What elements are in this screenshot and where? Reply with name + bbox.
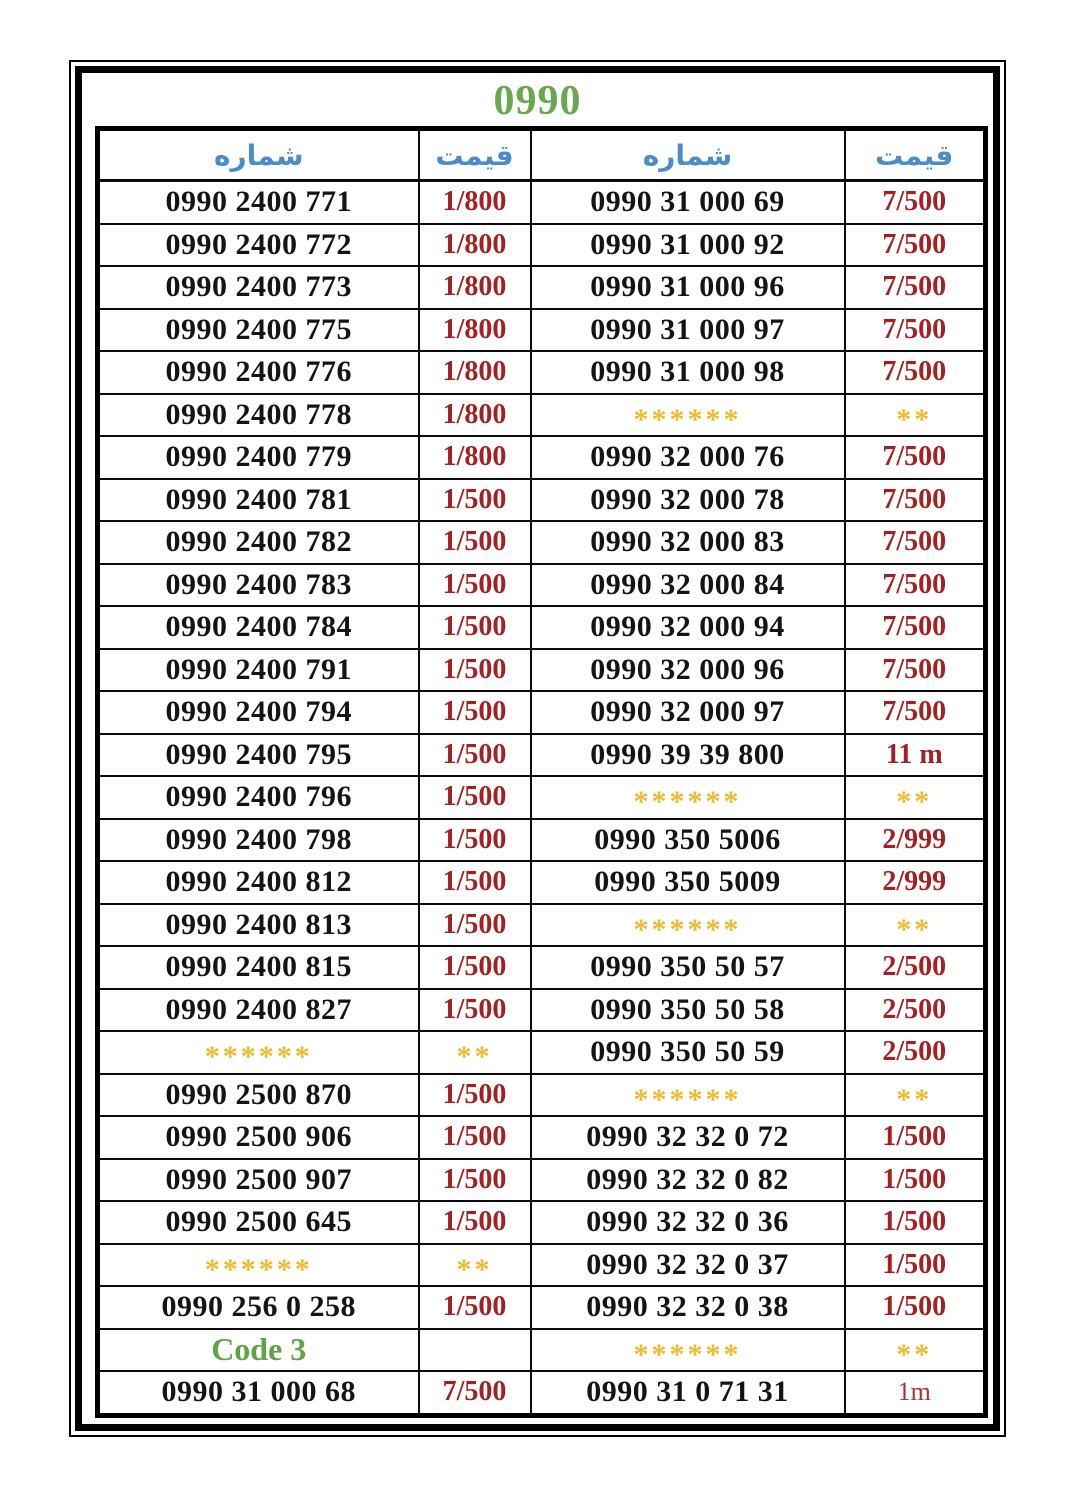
star-mask-glyphs: ** — [896, 402, 933, 436]
phone-number-cell: 0990 2400 796 — [98, 776, 419, 819]
price-cell: 2/500 — [845, 946, 986, 989]
table-row — [98, 1074, 986, 1117]
phone-number-cell: 0990 32 000 96 — [531, 649, 845, 692]
table-row — [98, 1201, 986, 1244]
masked-cell — [98, 1031, 419, 1074]
star-mask-glyphs: ****** — [204, 1252, 313, 1286]
table-row — [98, 1159, 986, 1202]
masked-cell — [531, 776, 845, 819]
price-cell: 7/500 — [845, 479, 986, 522]
price-cell: 1/800 — [419, 181, 531, 224]
phone-number-cell: 0990 2400 812 — [98, 861, 419, 904]
price-cell: 7/500 — [845, 691, 986, 734]
phone-number-cell: 0990 31 000 69 — [531, 181, 845, 224]
table-row — [98, 649, 986, 692]
header-number-left: شماره — [98, 129, 419, 181]
star-mask-glyphs: ****** — [633, 1082, 742, 1116]
price-cell: 1/500 — [845, 1286, 986, 1329]
price-cell: 2/500 — [845, 989, 986, 1032]
table-row — [98, 1116, 986, 1159]
document-inner-frame — [75, 66, 1000, 1431]
star-mask-glyphs: ** — [456, 1252, 493, 1286]
price-cell: 7/500 — [845, 649, 986, 692]
price-cell: 7/500 — [845, 436, 986, 479]
table-row — [98, 266, 986, 309]
price-cell: 1/500 — [419, 861, 531, 904]
price-cell: 1/500 — [419, 819, 531, 862]
table-row — [98, 1329, 986, 1372]
price-cell: 1/500 — [419, 521, 531, 564]
price-table-wrapper — [95, 126, 988, 1418]
phone-number-cell: 0990 350 50 59 — [531, 1031, 845, 1074]
empty-cell — [419, 1329, 531, 1372]
price-cell: 1/500 — [419, 691, 531, 734]
masked-cell — [845, 394, 986, 437]
table-row — [98, 181, 986, 224]
price-cell: 1/500 — [419, 1201, 531, 1244]
price-table — [95, 126, 988, 1418]
table-row — [98, 564, 986, 607]
table-row — [98, 394, 986, 437]
phone-number-cell: 0990 2400 778 — [98, 394, 419, 437]
header-price-right: قیمت — [845, 129, 986, 181]
phone-number-cell: 0990 2500 645 — [98, 1201, 419, 1244]
table-row — [98, 309, 986, 352]
masked-cell — [419, 1244, 531, 1287]
table-row — [98, 1286, 986, 1329]
phone-number-cell: 0990 2400 773 — [98, 266, 419, 309]
phone-number-cell: 0990 2400 783 — [98, 564, 419, 607]
masked-cell — [419, 1031, 531, 1074]
price-cell: 2/999 — [845, 861, 986, 904]
star-mask-glyphs: ** — [896, 1082, 933, 1116]
table-row — [98, 351, 986, 394]
table-row — [98, 819, 986, 862]
phone-number-cell: 0990 32 32 0 82 — [531, 1159, 845, 1202]
phone-number-cell: 0990 2400 781 — [98, 479, 419, 522]
price-cell: 1/500 — [419, 1286, 531, 1329]
price-cell: 1/500 — [419, 649, 531, 692]
price-cell: 7/500 — [845, 564, 986, 607]
masked-cell — [98, 1244, 419, 1287]
price-cell: 1/500 — [845, 1201, 986, 1244]
header-number-right: شماره — [531, 129, 845, 181]
phone-number-cell: 0990 350 50 58 — [531, 989, 845, 1032]
price-cell: 7/500 — [845, 181, 986, 224]
phone-number-cell: 0990 2400 771 — [98, 181, 419, 224]
masked-cell — [845, 776, 986, 819]
price-cell: 7/500 — [845, 224, 986, 267]
phone-number-cell: 0990 2400 827 — [98, 989, 419, 1032]
phone-number-cell: 0990 32 000 76 — [531, 436, 845, 479]
phone-number-cell: 0990 32 32 0 37 — [531, 1244, 845, 1287]
star-mask-glyphs: ** — [896, 912, 933, 946]
price-cell: 1/500 — [419, 1116, 531, 1159]
price-cell: 7/500 — [845, 266, 986, 309]
masked-cell — [531, 904, 845, 947]
phone-number-cell: 0990 32 32 0 36 — [531, 1201, 845, 1244]
table-row — [98, 479, 986, 522]
price-cell: 1/500 — [419, 479, 531, 522]
price-cell: 1/500 — [845, 1159, 986, 1202]
price-cell: 1/800 — [419, 266, 531, 309]
table-row — [98, 606, 986, 649]
table-row — [98, 1244, 986, 1287]
star-mask-glyphs: ** — [896, 785, 933, 819]
phone-number-cell: 0990 2400 798 — [98, 819, 419, 862]
phone-number-cell: 0990 31 000 68 — [98, 1371, 419, 1415]
phone-number-cell: 0990 31 000 92 — [531, 224, 845, 267]
table-row — [98, 436, 986, 479]
phone-number-cell: 0990 32 000 97 — [531, 691, 845, 734]
table-row — [98, 224, 986, 267]
price-cell: 1/800 — [419, 436, 531, 479]
price-cell: 1/500 — [419, 776, 531, 819]
phone-number-cell: 0990 32 000 94 — [531, 606, 845, 649]
section-label-cell: Code 3 — [98, 1329, 419, 1372]
phone-number-cell: 0990 32 32 0 38 — [531, 1286, 845, 1329]
table-row — [98, 904, 986, 947]
table-row — [98, 734, 986, 777]
header-price-left: قیمت — [419, 129, 531, 181]
phone-number-cell: 0990 350 5009 — [531, 861, 845, 904]
phone-number-cell: 0990 31 0 71 31 — [531, 1371, 845, 1415]
star-mask-glyphs: ****** — [633, 402, 742, 436]
header-row — [98, 129, 986, 181]
phone-number-cell: 0990 31 000 97 — [531, 309, 845, 352]
star-mask-glyphs: ****** — [204, 1040, 313, 1074]
price-cell: 1/500 — [419, 989, 531, 1032]
price-cell: 7/500 — [845, 521, 986, 564]
price-cell: 2/999 — [845, 819, 986, 862]
phone-number-cell: 0990 2400 775 — [98, 309, 419, 352]
phone-number-cell: 0990 256 0 258 — [98, 1286, 419, 1329]
table-body — [98, 181, 986, 1416]
phone-number-cell: 0990 2500 907 — [98, 1159, 419, 1202]
phone-number-cell: 0990 2400 795 — [98, 734, 419, 777]
star-mask-glyphs: ** — [456, 1040, 493, 1074]
price-cell: 1/800 — [419, 394, 531, 437]
phone-number-cell: 0990 2400 794 — [98, 691, 419, 734]
star-mask-glyphs: ****** — [633, 912, 742, 946]
phone-number-cell: 0990 31 000 98 — [531, 351, 845, 394]
page-title: 0990 — [493, 78, 582, 124]
price-cell: 1/800 — [419, 224, 531, 267]
star-mask-glyphs: ****** — [633, 785, 742, 819]
phone-number-cell: 0990 2500 906 — [98, 1116, 419, 1159]
price-cell: 1/500 — [419, 1159, 531, 1202]
price-cell: 1/800 — [419, 309, 531, 352]
table-row — [98, 1371, 986, 1415]
masked-cell — [845, 904, 986, 947]
phone-number-cell: 0990 2400 779 — [98, 436, 419, 479]
star-mask-glyphs: ****** — [633, 1337, 742, 1371]
price-cell: 1/500 — [845, 1116, 986, 1159]
table-row — [98, 861, 986, 904]
masked-cell — [845, 1074, 986, 1117]
price-cell: 1/500 — [419, 564, 531, 607]
price-cell: 7/500 — [845, 606, 986, 649]
price-cell: 2/500 — [845, 1031, 986, 1074]
phone-number-cell: 0990 2400 784 — [98, 606, 419, 649]
table-row — [98, 691, 986, 734]
price-cell: 1/500 — [419, 1074, 531, 1117]
phone-number-cell: 0990 350 50 57 — [531, 946, 845, 989]
phone-number-cell: 0990 32 000 78 — [531, 479, 845, 522]
phone-number-cell: 0990 2500 870 — [98, 1074, 419, 1117]
price-cell: 1/500 — [845, 1244, 986, 1287]
table-row — [98, 776, 986, 819]
price-cell: 1m — [845, 1371, 986, 1415]
phone-number-cell: 0990 39 39 800 — [531, 734, 845, 777]
table-row — [98, 1031, 986, 1074]
masked-cell — [531, 394, 845, 437]
table-row — [98, 946, 986, 989]
phone-number-cell: 0990 32 000 83 — [531, 521, 845, 564]
phone-number-cell: 0990 2400 813 — [98, 904, 419, 947]
price-cell: 1/500 — [419, 734, 531, 777]
masked-cell — [845, 1329, 986, 1372]
price-cell: 1/500 — [419, 946, 531, 989]
price-cell: 7/500 — [845, 309, 986, 352]
phone-number-cell: 0990 32 32 0 72 — [531, 1116, 845, 1159]
phone-number-cell: 0990 2400 791 — [98, 649, 419, 692]
masked-cell — [531, 1074, 845, 1117]
phone-number-cell: 0990 31 000 96 — [531, 266, 845, 309]
star-mask-glyphs: ** — [896, 1337, 933, 1371]
phone-number-cell: 0990 2400 782 — [98, 521, 419, 564]
price-cell: 1/500 — [419, 606, 531, 649]
price-cell: 1/800 — [419, 351, 531, 394]
table-row — [98, 989, 986, 1032]
phone-number-cell: 0990 350 5006 — [531, 819, 845, 862]
masked-cell — [531, 1329, 845, 1372]
phone-number-cell: 0990 2400 815 — [98, 946, 419, 989]
phone-number-cell: 0990 2400 776 — [98, 351, 419, 394]
price-cell: 7/500 — [845, 351, 986, 394]
table-row — [98, 521, 986, 564]
document-frame — [69, 60, 1006, 1437]
price-cell: 1/500 — [419, 904, 531, 947]
price-cell: 11 m — [845, 734, 986, 777]
price-cell: 7/500 — [419, 1371, 531, 1415]
phone-number-cell: 0990 32 000 84 — [531, 564, 845, 607]
phone-number-cell: 0990 2400 772 — [98, 224, 419, 267]
